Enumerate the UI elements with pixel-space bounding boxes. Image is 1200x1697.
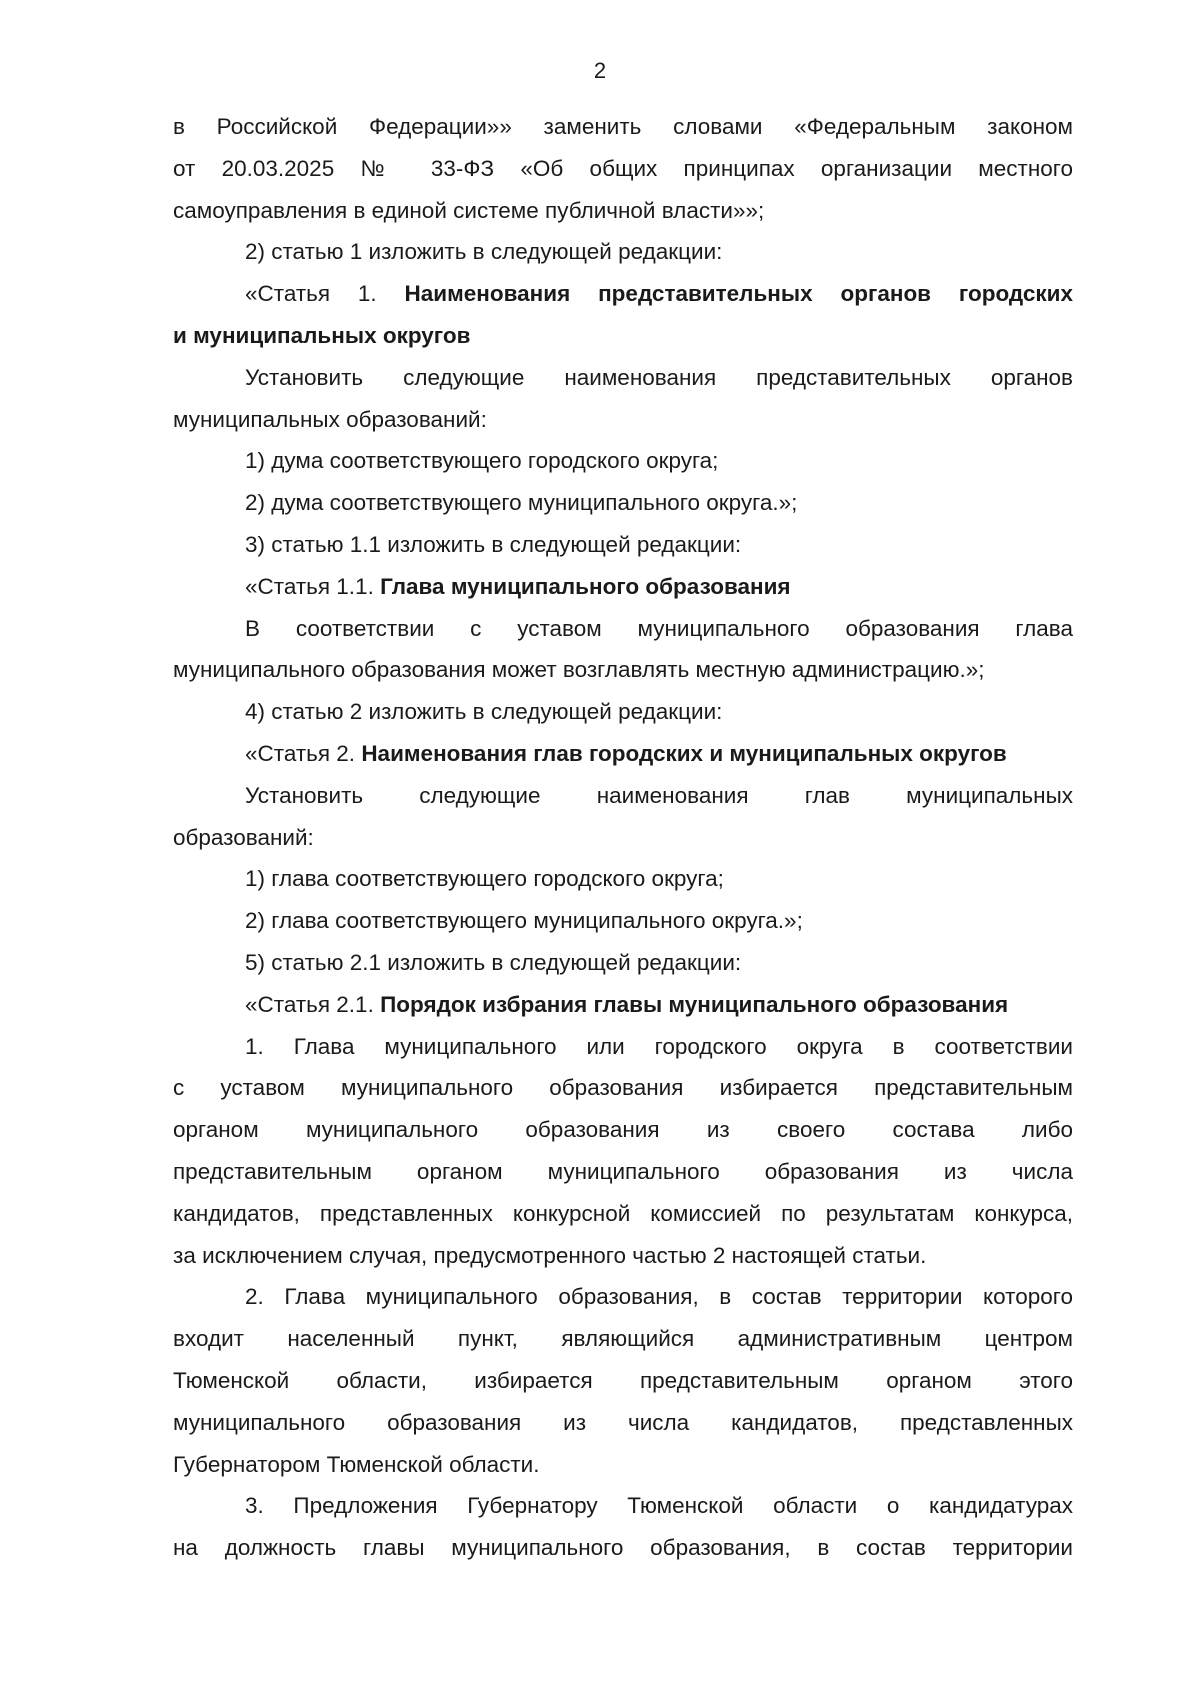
text-line bbox=[173, 273, 1073, 315]
article-2-1-part-1 bbox=[173, 1026, 1073, 1277]
article-title: Порядок избрания главы муниципального образования bbox=[380, 991, 1009, 1017]
article-label: «Статья 2.1. bbox=[245, 991, 381, 1017]
text-line: 2. Глава муниципального образования, в состав территории которого bbox=[245, 1284, 1073, 1310]
text-line: Установить следующие наименования глав муниципальных bbox=[245, 782, 1073, 808]
page-number: 2 bbox=[593, 58, 607, 83]
list-item: 2) дума соответствующего муниципального округа.»; bbox=[245, 490, 798, 516]
text-line: от 20.03.2025 № 33-ФЗ «Об общих принципах организации местного bbox=[173, 155, 1073, 181]
text-line: 1. Глава муниципального или городского округа в соответствии bbox=[245, 1033, 1073, 1059]
article-2-1-part-3 bbox=[173, 1485, 1073, 1569]
text-line: муниципального образования из числа кандидатов, представленных bbox=[173, 1409, 1073, 1435]
text-line: за исключением случая, предусмотренного частью 2 настоящей статьи. bbox=[173, 1242, 927, 1268]
text-line: Установить следующие наименования представительных органов bbox=[245, 364, 1073, 390]
article-label: «Статья 1.1. bbox=[245, 573, 381, 599]
article-label: «Статья 2. bbox=[245, 740, 362, 766]
article-title: и муниципальных округов bbox=[173, 322, 471, 348]
article-1-heading bbox=[173, 273, 1073, 357]
amendment-item-5: 5) статью 2.1 изложить в следующей редакции: bbox=[245, 949, 742, 975]
text-line: самоуправления в единой системе публичной власти»»; bbox=[173, 197, 765, 223]
text-line: образований: bbox=[173, 824, 314, 850]
text-line: входит населенный пункт, являющийся административным центром bbox=[173, 1326, 1073, 1352]
amendment-item-2: 2) статью 1 изложить в следующей редакции: bbox=[245, 239, 723, 265]
article-1-1-body bbox=[173, 608, 1073, 692]
article-2-heading bbox=[173, 733, 1073, 775]
list-item: 2) глава соответствующего муниципального округа.»; bbox=[245, 908, 803, 934]
paragraph-continuation bbox=[173, 106, 1073, 231]
text-line: с уставом муниципального образования избирается представительным bbox=[173, 1075, 1073, 1101]
text-line: в Российской Федерации»» заменить словами «Федеральным законом bbox=[173, 114, 1073, 139]
article-title: Наименования представительных органов городских bbox=[404, 281, 1073, 307]
amendment-item-3: 3) статью 1.1 изложить в следующей редакции: bbox=[245, 531, 742, 557]
article-title: Наименования глав городских и муниципальных округов bbox=[361, 740, 1007, 766]
text-line: муниципальных образований: bbox=[173, 406, 487, 432]
article-1-1-heading bbox=[173, 566, 1073, 608]
text-line: органом муниципального образования из своего состава либо bbox=[173, 1117, 1073, 1143]
text-line: Губернатором Тюменской области. bbox=[173, 1451, 540, 1477]
document-body bbox=[173, 106, 1073, 1569]
text-line: представительным органом муниципального образования из числа bbox=[173, 1158, 1073, 1184]
amendment-item-4: 4) статью 2 изложить в следующей редакции: bbox=[245, 699, 723, 725]
text-line: В соответствии с уставом муниципального образования глава bbox=[245, 615, 1073, 641]
article-2-body bbox=[173, 775, 1073, 859]
article-2-1-heading bbox=[173, 984, 1073, 1026]
list-item: 1) дума соответствующего городского округа; bbox=[245, 448, 719, 474]
list-item: 1) глава соответствующего городского округа; bbox=[245, 866, 724, 892]
article-label: «Статья 1. bbox=[245, 281, 405, 307]
text-line bbox=[173, 315, 1073, 357]
text-line: на должность главы муниципального образования, в состав территории bbox=[173, 1535, 1073, 1561]
article-title: Глава муниципального образования bbox=[380, 573, 791, 599]
text-line: 3. Предложения Губернатору Тюменской области о кандидатурах bbox=[245, 1493, 1073, 1519]
text-line: муниципального образования может возглавлять местную администрацию.»; bbox=[173, 657, 985, 683]
text-line: Тюменской области, избирается представительным органом этого bbox=[173, 1367, 1073, 1393]
text-line: кандидатов, представленных конкурсной комиссией по результатам конкурса, bbox=[173, 1200, 1073, 1226]
article-2-1-part-2 bbox=[173, 1276, 1073, 1485]
article-1-body bbox=[173, 357, 1073, 441]
